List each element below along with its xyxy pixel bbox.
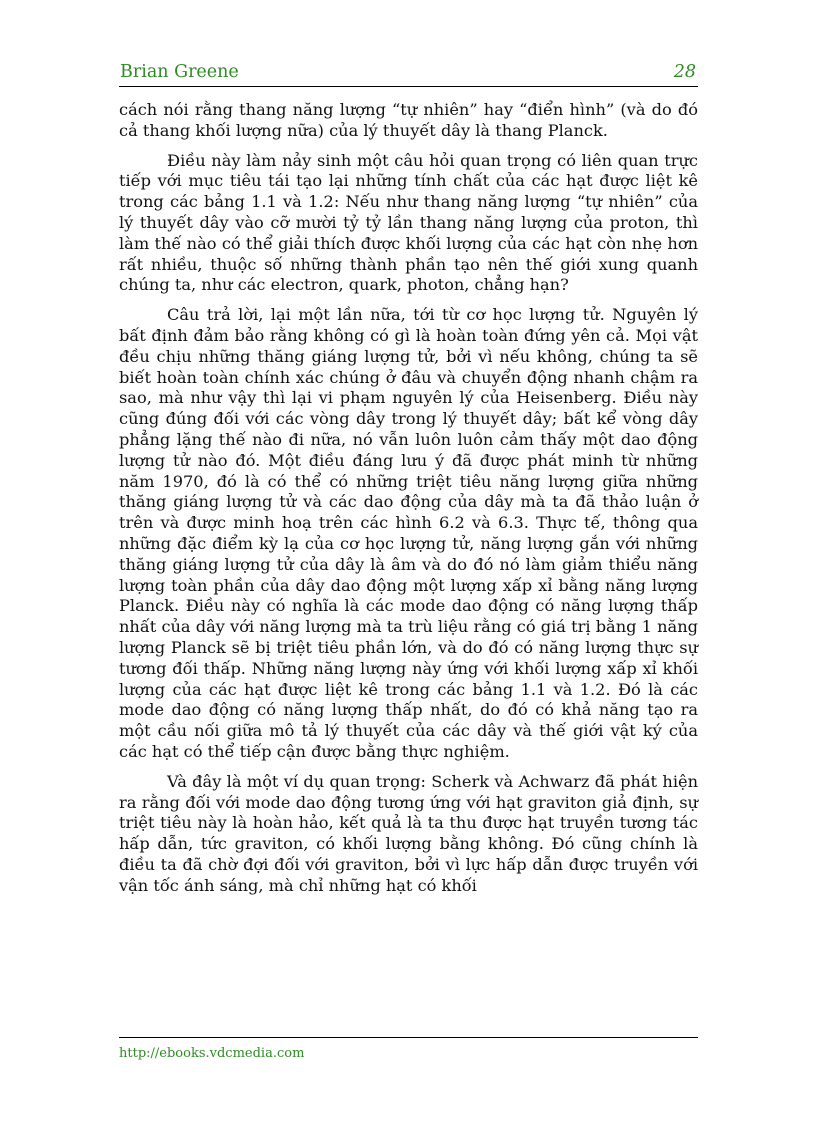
header-page-number: 28: [673, 62, 696, 82]
page-header: [119, 60, 698, 87]
header-author: Brian Greene: [120, 62, 239, 82]
paragraph: Và đây là một ví dụ quan trọng: Scherk và Achwarz đã phát hiện ra rằng đối với mode dao động tương ứng với hạt graviton giả định, sự triệt tiêu này là hoàn hảo, kết quả là ta thu được hạt truyền tương tác hấp dẫn, tức graviton, có khối lượng bằng không. Đó cũng chính là điều ta đã chờ đợi đối với graviton, bởi vì lực hấp dẫn được truyền với vận tốc ánh sáng, mà chỉ những hạt có khối: [119, 771, 698, 895]
paragraph: Câu trả lời, lại một lần nữa, tới từ cơ học lượng tử. Nguyên lý bất định đảm bảo rằng không có gì là hoàn toàn đứng yên cả. Mọi vật đều chịu những thăng giáng lượng tử, bởi vì nếu không, chúng ta sẽ biết hoàn toàn chính xác chúng ở đâu và chuyển động nhanh chậm ra sao, mà như vậy thì lại vi phạm nguyên lý của Heisenberg. Điều này cũng đúng đối với các vòng dây trong lý thuyết dây; bất kể vòng dây phẳng lặng thế nào đi nữa, nó vẫn luôn luôn cảm thấy một dao động lượng tử nào đó. Một điều đáng lưu ý đã được phát minh từ những năm 1970, đó là có thể có những triệt tiêu năng lượng giữa những thăng giáng lượng tử và các dao động của dây mà ta đã thảo luận ở trên và được minh hoạ trên các hình 6.2 và 6.3. Thực tế, thông qua những đặc điểm kỳ lạ của cơ học lượng tử, năng lượng gắn với những thăng giáng lượng tử của dây là âm và do đó nó làm giảm thiểu năng lượng toàn phần của dây dao động một lượng xấp xỉ bằng năng lượng Planck. Điều này có nghĩa là các mode dao động có năng lượng thấp nhất của dây với năng lượng mà ta trù liệu rằng có giá trị bằng 1 năng lượng Planck sẽ bị triệt tiêu phần lớn, và do đó có năng lượng thực sự tương đối thấp. Những năng lượng này ứng với khối lượng xấp xỉ khối lượng của các hạt được liệt kê trong các bảng 1.1 và 1.2. Đó là các mode dao động có năng lượng thấp nhất, do đó có khả năng tạo ra một cầu nối giữa mô tả lý thuyết của các dây và thế giới vật ký của các hạt có thể tiếp cận được bằng thực nghiệm.: [119, 305, 698, 761]
paragraph-continued: cách nói rằng thang năng lượng “tự nhiên” hay “điển hình” (và do đó cả thang khối lượng nữa) của lý thuyết dây là thang Planck.: [119, 100, 698, 140]
page-footer: [119, 1037, 698, 1061]
footer-url[interactable]: http://ebooks.vdcmedia.com: [119, 1046, 305, 1061]
page-body: [119, 100, 698, 896]
paragraph: Điều này làm nảy sinh một câu hỏi quan trọng có liên quan trực tiếp với mục tiêu tái tạo lại những tính chất của các hạt được liệt kê trong các bảng 1.1 và 1.2: Nếu như thang năng lượng “tự nhiên” của lý thuyết dây vào cỡ mười tỷ tỷ lần thang năng lượng của proton, thì làm thế nào có thể giải thích được khối lượng của các hạt còn nhẹ hơn rất nhiều, thuộc số những thành phần tạo nên thế giới xung quanh chúng ta, như các electron, quark, photon, chẳng hạn?: [119, 150, 698, 295]
